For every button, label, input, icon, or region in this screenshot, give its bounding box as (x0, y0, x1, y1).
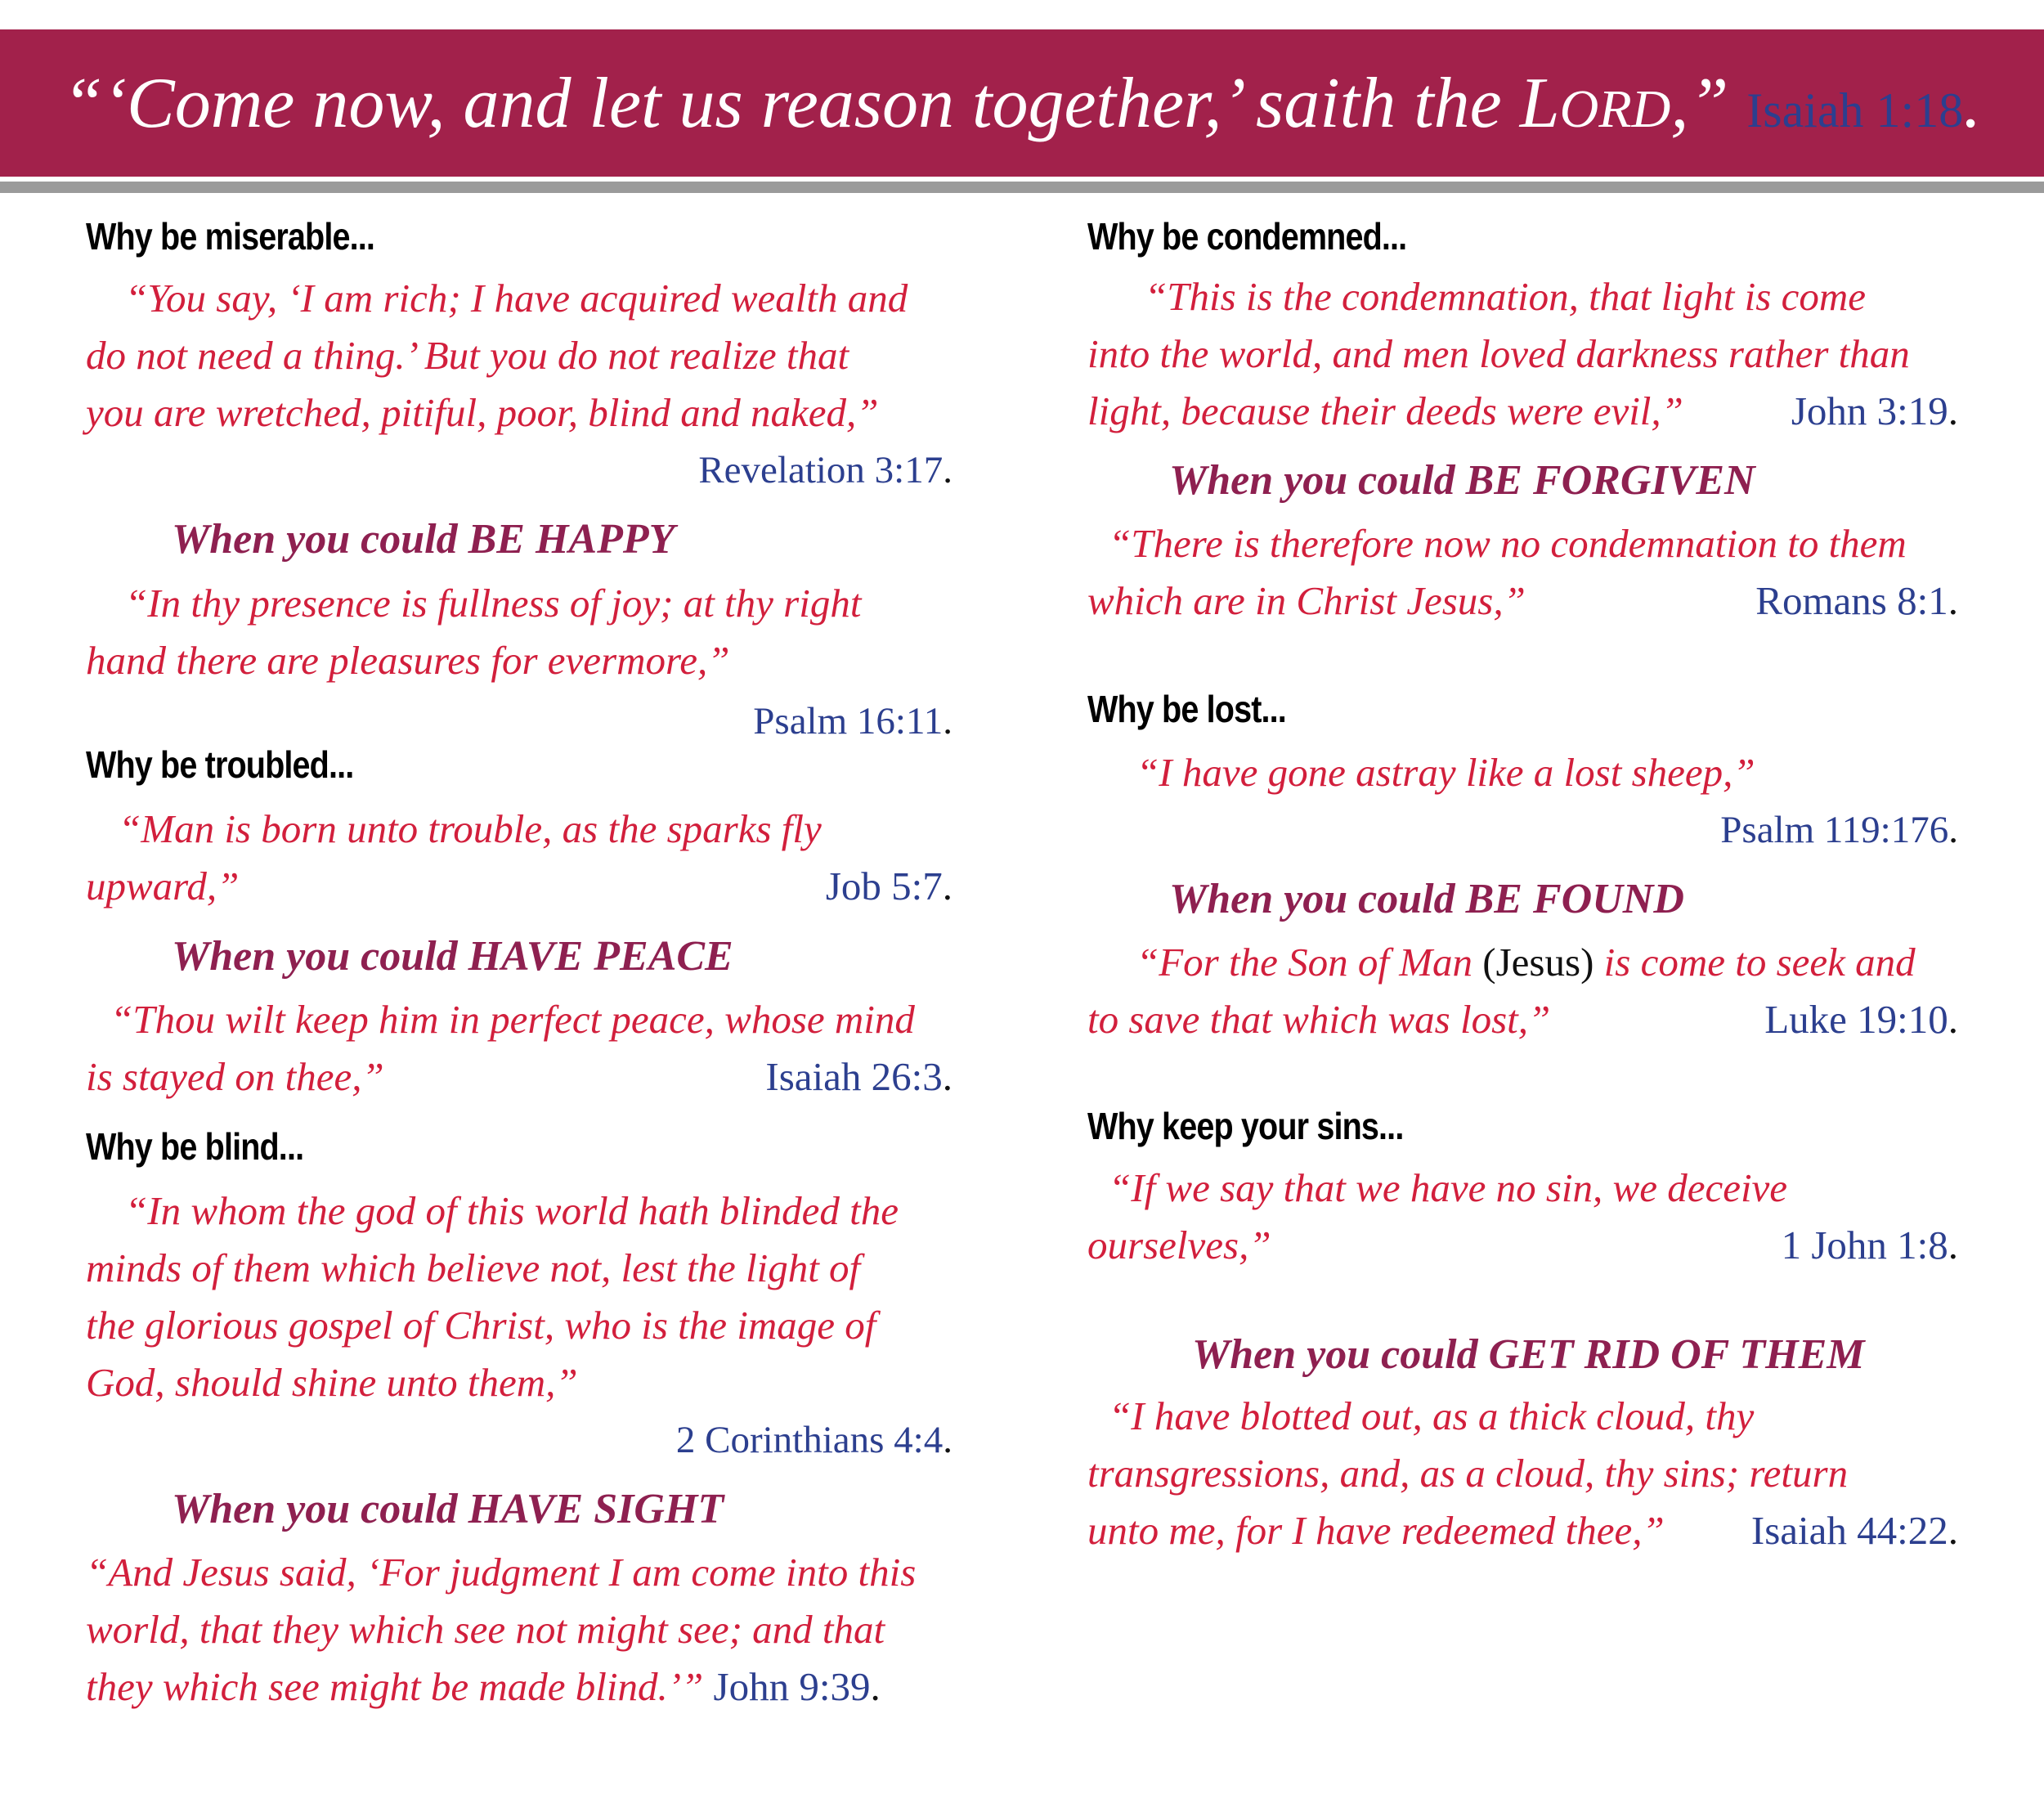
verse-line: “And Jesus said, ‘For judgment I am come into this (86, 1550, 917, 1595)
section-blind (86, 1124, 953, 1169)
verse-line: “Thou wilt keep him in perfect peace, whose mind (110, 997, 915, 1042)
inline-note: (Jesus) (1482, 940, 1594, 985)
answer-verse-block (86, 991, 953, 1106)
answer-heading (86, 1485, 953, 1533)
verse-block (86, 270, 953, 499)
verse-line: “There is therefore now no condemnation to them (1109, 521, 1907, 566)
verse-line: ourselves,” 1 John 1:8. (1087, 1223, 1958, 1267)
verse-line: transgressions, and, as a cloud, thy sins; return (1087, 1451, 1849, 1496)
verse-line: “In thy presence is fullness of joy; at thy right (125, 581, 862, 626)
header-divider (0, 182, 2044, 193)
verse-line: “I have blotted out, as a thick cloud, thy (1109, 1393, 1755, 1438)
section-lost (1087, 687, 1958, 731)
verse-block (1087, 1160, 1958, 1274)
verse-line: “If we say that we have no sin, we deceive (1109, 1165, 1788, 1210)
section-heading: Why be miserable... (86, 215, 375, 258)
verse-line: unto me, for I have redeemed thee,” Isaiah 44:22. (1087, 1508, 1958, 1553)
verse-line: God, should shine unto them,” (86, 1360, 578, 1405)
answer-verse-block (1087, 515, 1958, 630)
verse-line: do not need a thing.’ But you do not realize that (86, 333, 849, 378)
header-quote-text: “‘Come now, and let us reason together,’ saith the L (62, 63, 1560, 143)
section-heading: Why be lost... (1087, 688, 1286, 730)
section-condemned (1087, 214, 1958, 258)
verse-line: minds of them which believe not, lest the light of (86, 1245, 861, 1290)
section-sins (1087, 1104, 1958, 1148)
header-quote-close: ,” (1670, 63, 1747, 143)
verse-line: is stayed on thee,” Isaiah 26:3. (86, 1054, 953, 1099)
answer-heading-text: When you could HAVE SIGHT (172, 1486, 724, 1532)
verse-line: they which see might be made blind.’” John 9:39. (86, 1664, 881, 1709)
answer-heading-text: When you could BE HAPPY (172, 516, 675, 563)
section-troubled (86, 742, 953, 787)
verse-reference: 2 Corinthians 4:4. (675, 1419, 953, 1461)
verse-line: upward,” Job 5:7. (86, 864, 953, 908)
section-heading: Why be troubled... (86, 743, 354, 786)
verse-line: the glorious gospel of Christ, who is the image of (86, 1303, 876, 1348)
verse-line: which are in Christ Jesus,” Romans 8:1. (1087, 578, 1958, 623)
verse-line: “This is the condemnation, that light is come (1145, 274, 1866, 319)
verse-line: “For the Son of Man (Jesus) is come to seek and (1136, 940, 1916, 985)
answer-verse-block (86, 1544, 953, 1716)
answer-heading-text: When you could HAVE PEACE (172, 933, 733, 980)
answer-heading (1087, 875, 1958, 923)
verse-line: you are wretched, pitiful, poor, blind and naked,” (86, 390, 879, 435)
verse-line: hand there are pleasures for evermore,” (86, 638, 730, 683)
verse-block (86, 801, 953, 915)
verse-line: “Man is born unto trouble, as the sparks fly (119, 806, 822, 851)
verse-block (1087, 744, 1958, 859)
section-miserable (86, 214, 953, 258)
verse-block (86, 1182, 953, 1469)
answer-heading (86, 515, 953, 563)
answer-heading (86, 932, 953, 980)
verse-line: world, that they which see not might see; and that (86, 1607, 885, 1652)
section-heading: Why keep your sins... (1087, 1105, 1404, 1147)
verse-reference: Psalm 16:11. (753, 700, 953, 742)
answer-heading-text: When you could BE FORGIVEN (1169, 457, 1755, 504)
verse-line: into the world, and men loved darkness rather than (1087, 331, 1910, 376)
header-quote (63, 62, 1981, 145)
answer-heading (1087, 456, 1958, 505)
answer-verse-block (86, 575, 953, 750)
header-banner (0, 29, 2044, 177)
answer-verse-block (1087, 1388, 1958, 1559)
header-quote-smallcaps: ORD (1559, 79, 1671, 139)
verse-line: light, because their deeds were evil,” John 3:19. (1087, 388, 1958, 433)
verse-line: “You say, ‘I am rich; I have acquired wealth and (125, 276, 908, 321)
answer-heading-text: When you could BE FOUND (1169, 876, 1684, 922)
verse-block (1087, 268, 1958, 440)
answer-verse-block (1087, 934, 1958, 1048)
verse-line: “In whom the god of this world hath blinded the (125, 1188, 899, 1233)
answer-heading-text: When you could GET RID OF THEM (1192, 1331, 1865, 1378)
answer-heading (1087, 1330, 1958, 1379)
header-period: . (1963, 63, 1982, 143)
section-heading: Why be blind... (86, 1125, 304, 1168)
verse-line: to save that which was lost,” Luke 19:10. (1087, 997, 1958, 1042)
header-reference: Isaiah 1:18 (1746, 83, 1964, 137)
section-heading: Why be condemned... (1087, 215, 1407, 258)
verse-reference: Psalm 119:176. (1720, 809, 1958, 851)
verse-reference: Revelation 3:17. (698, 449, 953, 491)
verse-line: “I have gone astray like a lost sheep,” (1136, 750, 1755, 795)
